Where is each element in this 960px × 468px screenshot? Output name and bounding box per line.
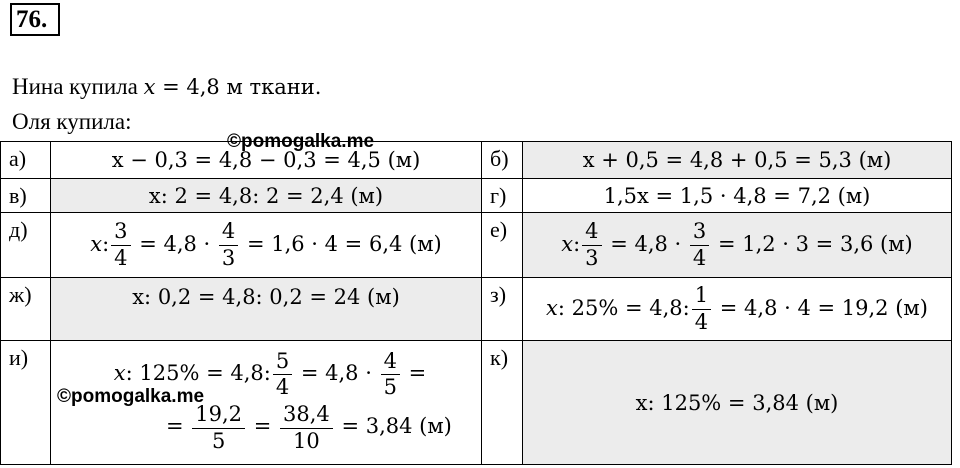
item-label: з) (482, 278, 523, 341)
item-expression: x: 125% = 4,8: $\frac{5}{4}$ = 4,8 · $\frac{4}{5}$ = = $\frac{19,2}{5}$ = $\frac{38,4}{10}$ = 3,84 (м) (51, 341, 482, 465)
intro-equation: = 4,8 м ткани. (155, 75, 322, 99)
intro-text: Нина купила (12, 74, 144, 99)
item-label: г) (482, 179, 523, 213)
table-row (1, 213, 952, 278)
item-expression: x: 25% = 4,8: $\frac{1}{4}$ = 4,8 · 4 = 19,2 (м) (523, 278, 952, 341)
variable-x: x (143, 75, 156, 99)
item-expression: x: 125% = 3,84 (м) (523, 341, 952, 465)
item-expression: x: 2 = 4,8: 2 = 2,4 (м) (51, 179, 482, 213)
item-expression: 1,5x = 1,5 · 4,8 = 7,2 (м) (523, 179, 952, 213)
intro-line-1 (12, 74, 321, 100)
table-row (1, 142, 952, 179)
table-row (1, 179, 952, 213)
item-label: ж) (1, 278, 51, 341)
item-label: и) (1, 341, 51, 465)
item-label: е) (482, 213, 523, 278)
item-label: а) (1, 142, 51, 179)
item-label: д) (1, 213, 51, 278)
watermark: ©pomogalka.me (227, 131, 375, 152)
item-expression: x: 0,2 = 4,8: 0,2 = 24 (м) (51, 278, 482, 341)
watermark: ©pomogalka.me (57, 386, 205, 407)
solutions-table (0, 141, 952, 465)
item-expression: x + 0,5 = 4,8 + 0,5 = 5,3 (м) (523, 142, 952, 179)
item-expression: x: $\frac{3}{4}$ = 4,8 · $\frac{4}{3}$ = 1,6 · 4 = 6,4 (м) (51, 213, 482, 278)
table-row (1, 278, 952, 341)
item-expression: x − 0,3 = 4,8 − 0,3 = 4,5 (м) (51, 142, 482, 179)
item-label: б) (482, 142, 523, 179)
intro-line-2: Оля купила: (12, 109, 132, 134)
item-label: к) (482, 341, 523, 465)
item-expression: x: $\frac{4}{3}$ = 4,8 · $\frac{3}{4}$ = 1,2 · 3 = 3,6 (м) (523, 213, 952, 278)
item-label: в) (1, 179, 51, 213)
problem-number: 76. (10, 3, 60, 36)
